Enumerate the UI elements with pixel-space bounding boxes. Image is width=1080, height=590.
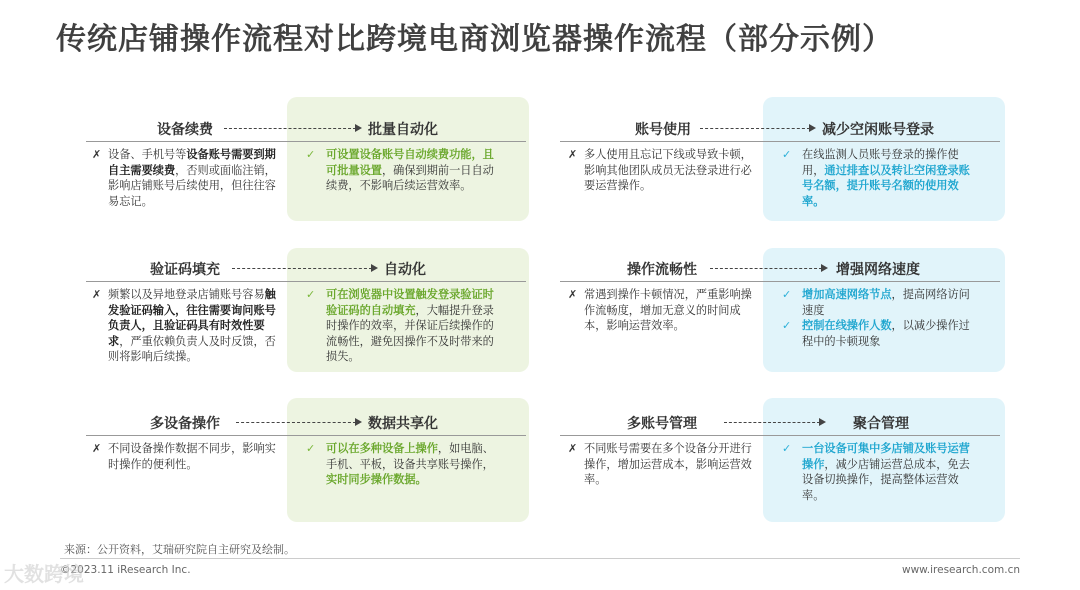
row3-left-target: 数据共享化 [368,416,438,432]
footer-divider [60,558,1020,559]
arrow-icon [236,422,356,423]
row1-left-problem: 设备、手机号等设备账号需要到期自主需要续费，否则或面临注销，影响店铺账号后续使用，但往往容易忘记。 [108,148,276,208]
cross-icon: ✗ [92,288,102,301]
row2-right-target: 增强网络速度 [836,262,920,278]
row1-left-head: 设备续费 [157,122,213,138]
arrow-icon [724,422,820,423]
divider [560,281,1000,282]
arrow-icon [224,128,356,129]
row2-left-problem: 频繁以及异地登录店铺账号容易触发验证码输入，往往需要询问账号负责人，且验证码具有时效性要求，严重依赖负责人及时反馈，否则将影响后续操。 [108,288,276,364]
row3-right-solution: 一台设备可集中多店铺及账号运营操作，减少店铺运营总成本，免去设备切换操作，提高整体运营效率。 [802,442,970,502]
row1-right-head: 账号使用 [635,122,691,138]
row2-right-head: 操作流畅性 [627,262,697,278]
row3-right-head: 多账号管理 [627,416,697,432]
check-icon: ✓ [782,319,792,332]
watermark: 大数跨境 [4,562,84,586]
check-icon: ✓ [782,148,792,161]
check-icon: ✓ [782,288,792,301]
row3-right-target: 聚合管理 [853,416,909,432]
check-icon: ✓ [782,442,792,455]
check-icon: ✓ [306,148,316,161]
arrow-icon [700,128,810,129]
row1-left-solution: 可设置设备账号自动续费功能，且可批量设置，确保到期前一日自动续费，不影响后续运营效率。 [326,148,494,193]
row2-right-solution-2: 控制在线操作人数，以减少操作过程中的卡顿现象 [802,319,970,348]
divider [86,281,526,282]
row3-left-head: 多设备操作 [150,416,220,432]
row2-right-problem: 常遇到操作卡顿情况，严重影响操作流畅度，增加无意义的时间成本，影响运营效率。 [584,288,752,333]
arrow-icon [232,268,372,269]
row2-left-solution: 可在浏览器中设置触发登录验证时验证码的自动填充，大幅提升登录时操作的效率，并保证后续操作的流畅性，避免因操作不及时带来的损失。 [326,288,494,364]
row1-right-target: 减少空闲账号登录 [822,122,934,138]
cross-icon: ✗ [568,442,578,455]
row3-left-problem: 不同设备操作数据不同步，影响实时操作的便利性。 [108,442,276,471]
copyright: ©2023.11 iResearch Inc. [60,564,191,576]
source-note: 来源：公开资料，艾瑞研究院自主研究及绘制。 [64,543,295,556]
cross-icon: ✗ [92,442,102,455]
divider [560,141,1000,142]
divider [86,141,526,142]
row1-right-solution: 在线监测人员账号登录的操作使用，通过排查以及转让空闲登录账号名额，提升账号名额的使用效率。 [802,148,970,208]
cross-icon: ✗ [92,148,102,161]
cross-icon: ✗ [568,148,578,161]
row1-right-problem: 多人使用且忘记下线或导致卡顿，影响其他团队成员无法登录进行必要运营操作。 [584,148,752,193]
cross-icon: ✗ [568,288,578,301]
row2-left-head: 验证码填充 [150,262,220,278]
check-icon: ✓ [306,288,316,301]
page-title: 传统店铺操作流程对比跨境电商浏览器操作流程（部分示例） [56,22,893,57]
check-icon: ✓ [306,442,316,455]
row3-left-solution: 可以在多种设备上操作，如电脑、手机、平板，设备共享账号操作，实时同步操作数据。 [326,442,494,487]
row2-right-solution-1: 增加高速网络节点，提高网络访问速度 [802,288,970,317]
row2-left-target: 自动化 [384,262,426,278]
row3-right-problem: 不同账号需要在多个设备分开进行操作，增加运营成本，影响运营效率。 [584,442,752,487]
arrow-icon [710,268,822,269]
divider [86,435,526,436]
row1-left-target: 批量自动化 [368,122,438,138]
site-url: www.iresearch.com.cn [901,564,1020,576]
divider [560,435,1000,436]
